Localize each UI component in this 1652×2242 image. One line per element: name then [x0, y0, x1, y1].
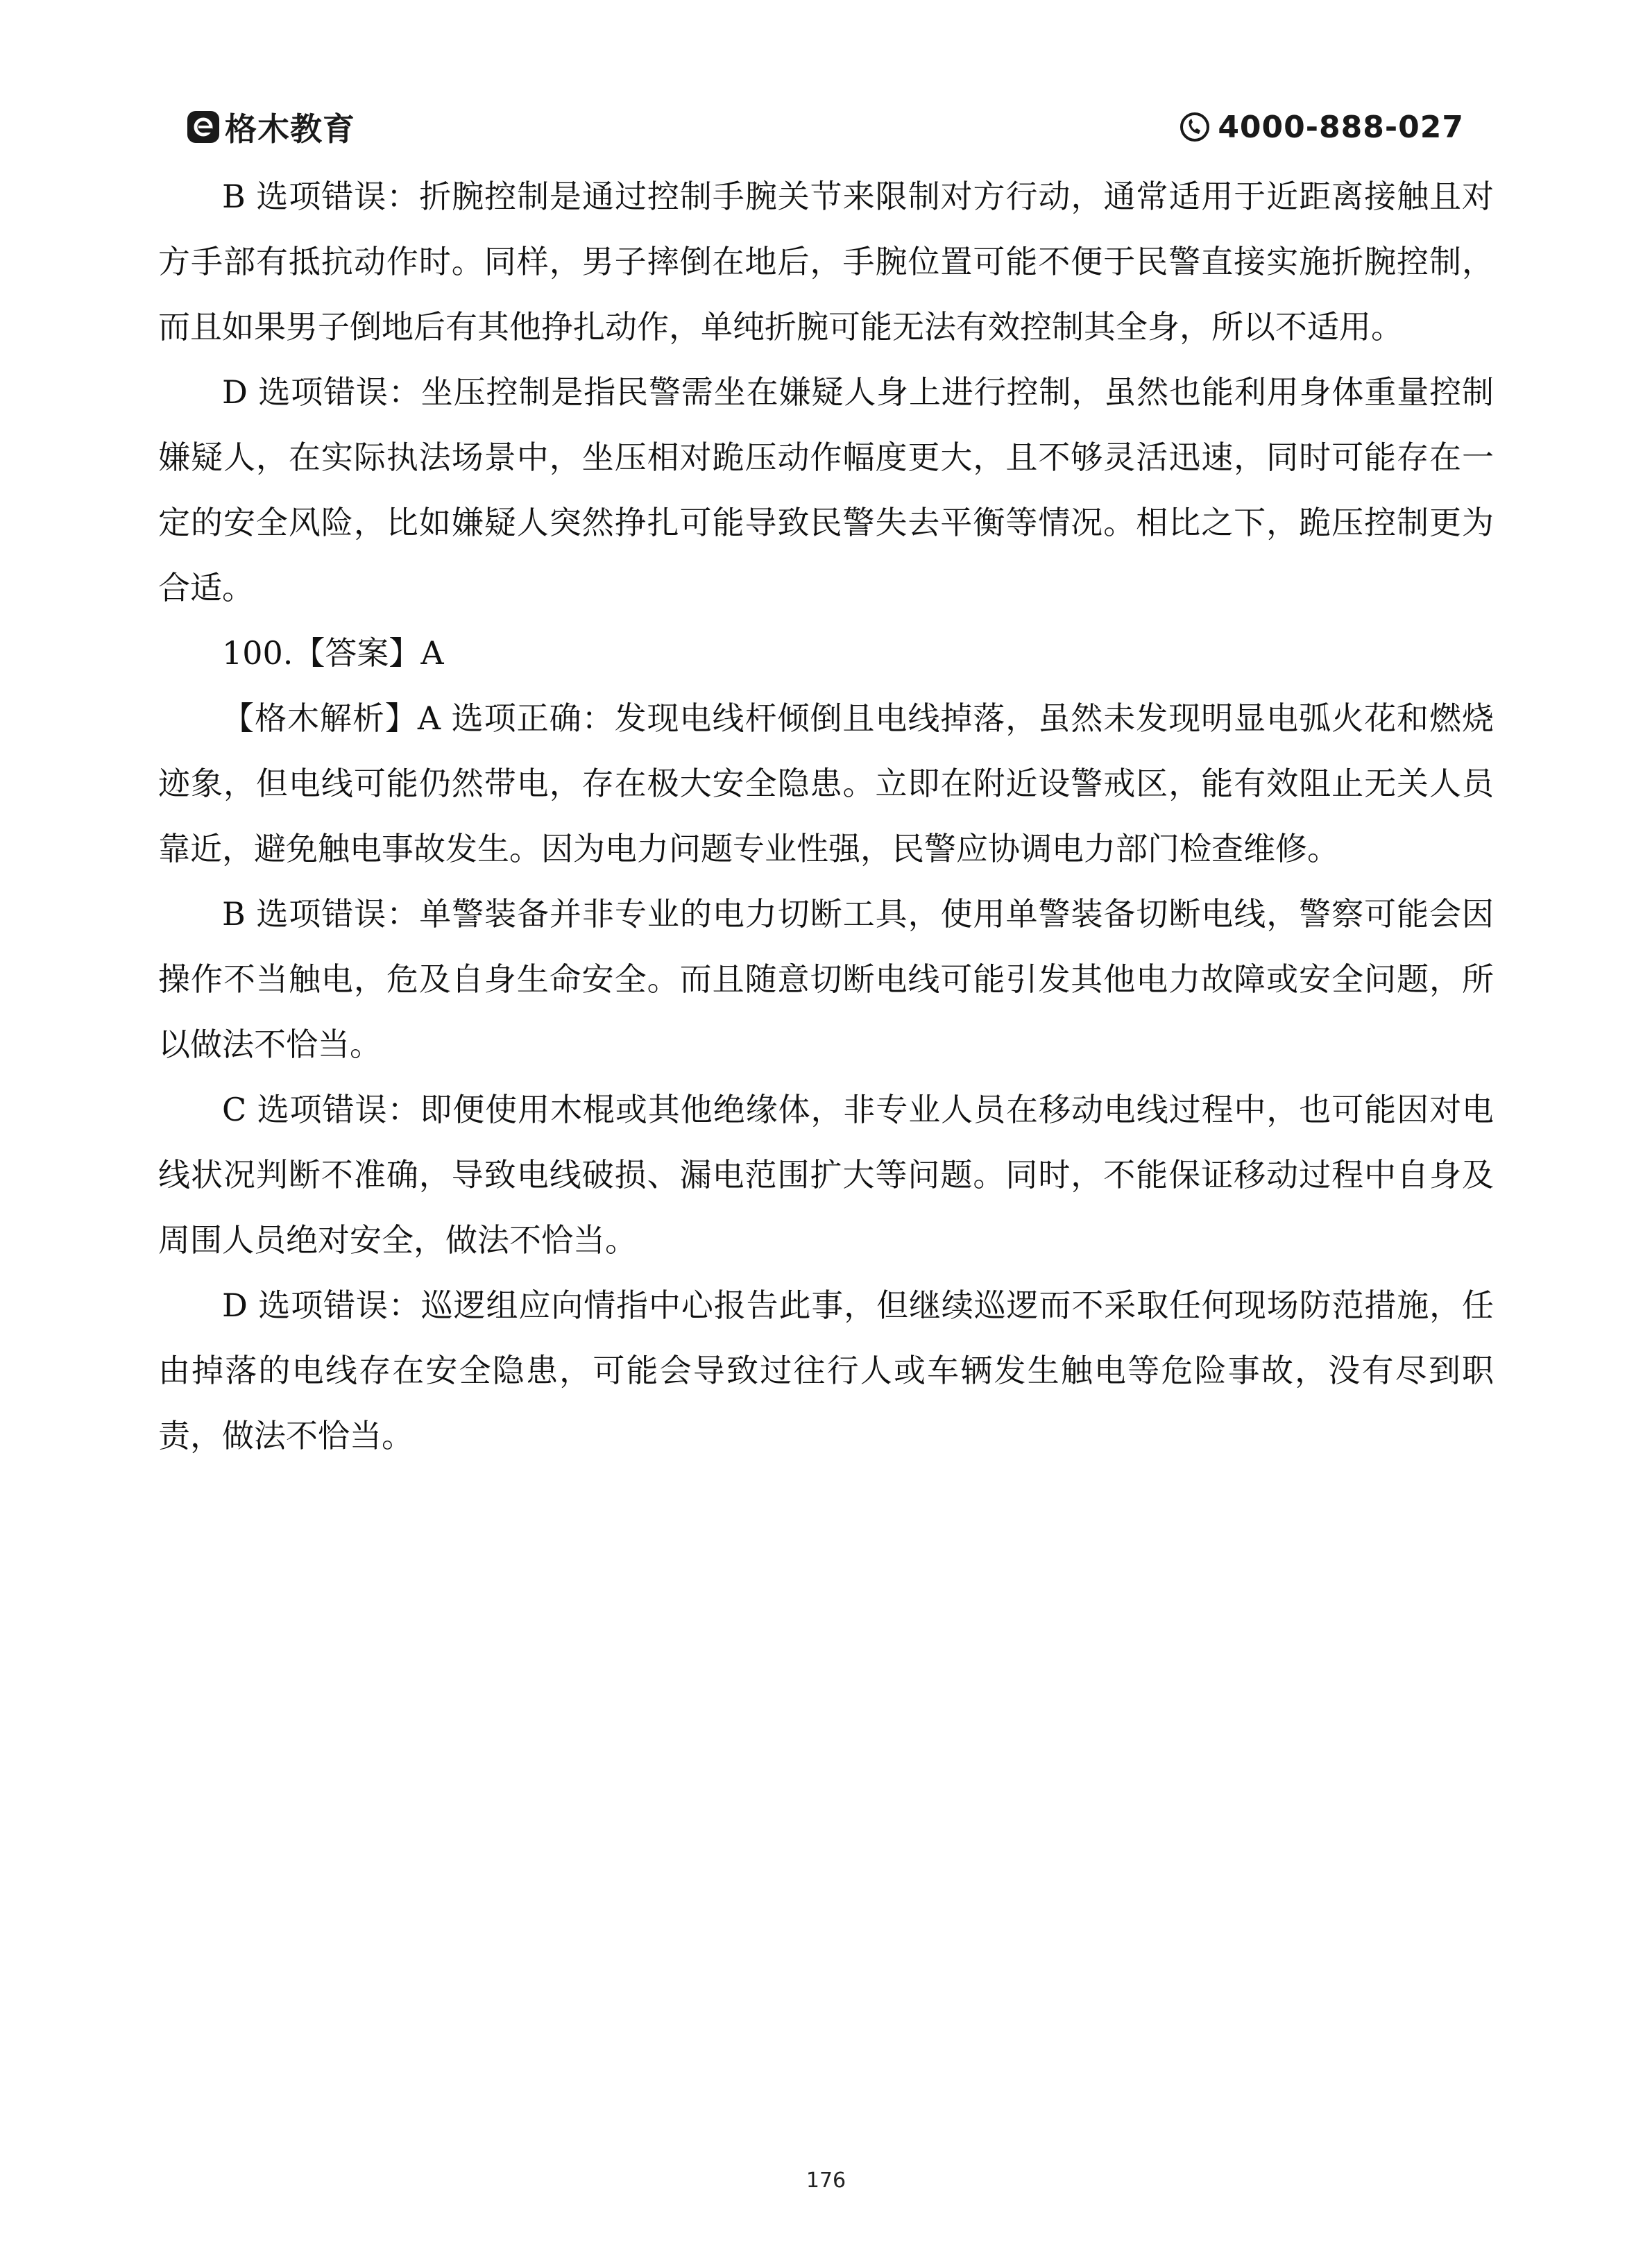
phone-contact [1179, 103, 1464, 151]
document-body [158, 164, 1494, 1468]
answer-line: 100.【答案】A [222, 634, 444, 672]
paragraph-option-d-sitting: D 选项错误：坐压控制是指民警需坐在嫌疑人身上进行控制，虽然也能利用身体重量控制嫌疑人，在实际执法场景中，坐压相对跪压动作幅度更大，且不够灵活迅速，同时可能存在一定的安全风险，比如嫌疑人突然挣扎可能导致民警失去平衡等情况。相比之下，跪压控制更为合适。 [158, 373, 1494, 606]
paragraph-option-b-wrist: B 选项错误：折腕控制是通过控制手腕关节来限制对方行动，通常适用于近距离接触且对方手部有抵抗动作时。同样，男子摔倒在地后，手腕位置可能不便于民警直接实施折腕控制，而且如果男子倒地后有其他挣扎动作，单纯折腕可能无法有效控制其全身，所以不适用。 [158, 178, 1494, 346]
brand-name: 格木教育 [225, 110, 355, 148]
phone-icon [1179, 111, 1211, 143]
page-number: 176 [806, 2168, 846, 2193]
page-header [187, 103, 1464, 151]
paragraph-option-d-report: D 选项错误：巡逻组应向情指中心报告此事，但继续巡逻而不采取任何现场防范措施，任由掉落的电线存在安全隐患，可能会导致过往行人或车辆发生触电等危险事故，没有尽到职责，做法不恰当。 [158, 1286, 1494, 1454]
phone-number: 4000-888-027 [1218, 109, 1464, 145]
paragraph-analysis-option-a: 【格木解析】A 选项正确：发现电线杆倾倒且电线掉落，虽然未发现明显电弧火花和燃烧迹象，但电线可能仍然带电，存在极大安全隐患。立即在附近设警戒区，能有效阻止无关人员靠近，避免触电事故发生。因为电力问题专业性强，民警应协调电力部门检查维修。 [158, 699, 1494, 867]
brand [187, 103, 355, 151]
paragraph-option-b-cut: B 选项错误：单警装备并非专业的电力切断工具，使用单警装备切断电线，警察可能会因操作不当触电，危及自身生命安全。而且随意切断电线可能引发其他电力故障或安全问题，所以做法不恰当。 [158, 895, 1494, 1063]
logo-icon [187, 111, 219, 143]
paragraph-option-c-move: C 选项错误：即便使用木棍或其他绝缘体，非专业人员在移动电线过程中，也可能因对电线状况判断不准确，导致电线破损、漏电范围扩大等问题。同时，不能保证移动过程中自身及周围人员绝对安全，做法不恰当。 [158, 1091, 1494, 1259]
